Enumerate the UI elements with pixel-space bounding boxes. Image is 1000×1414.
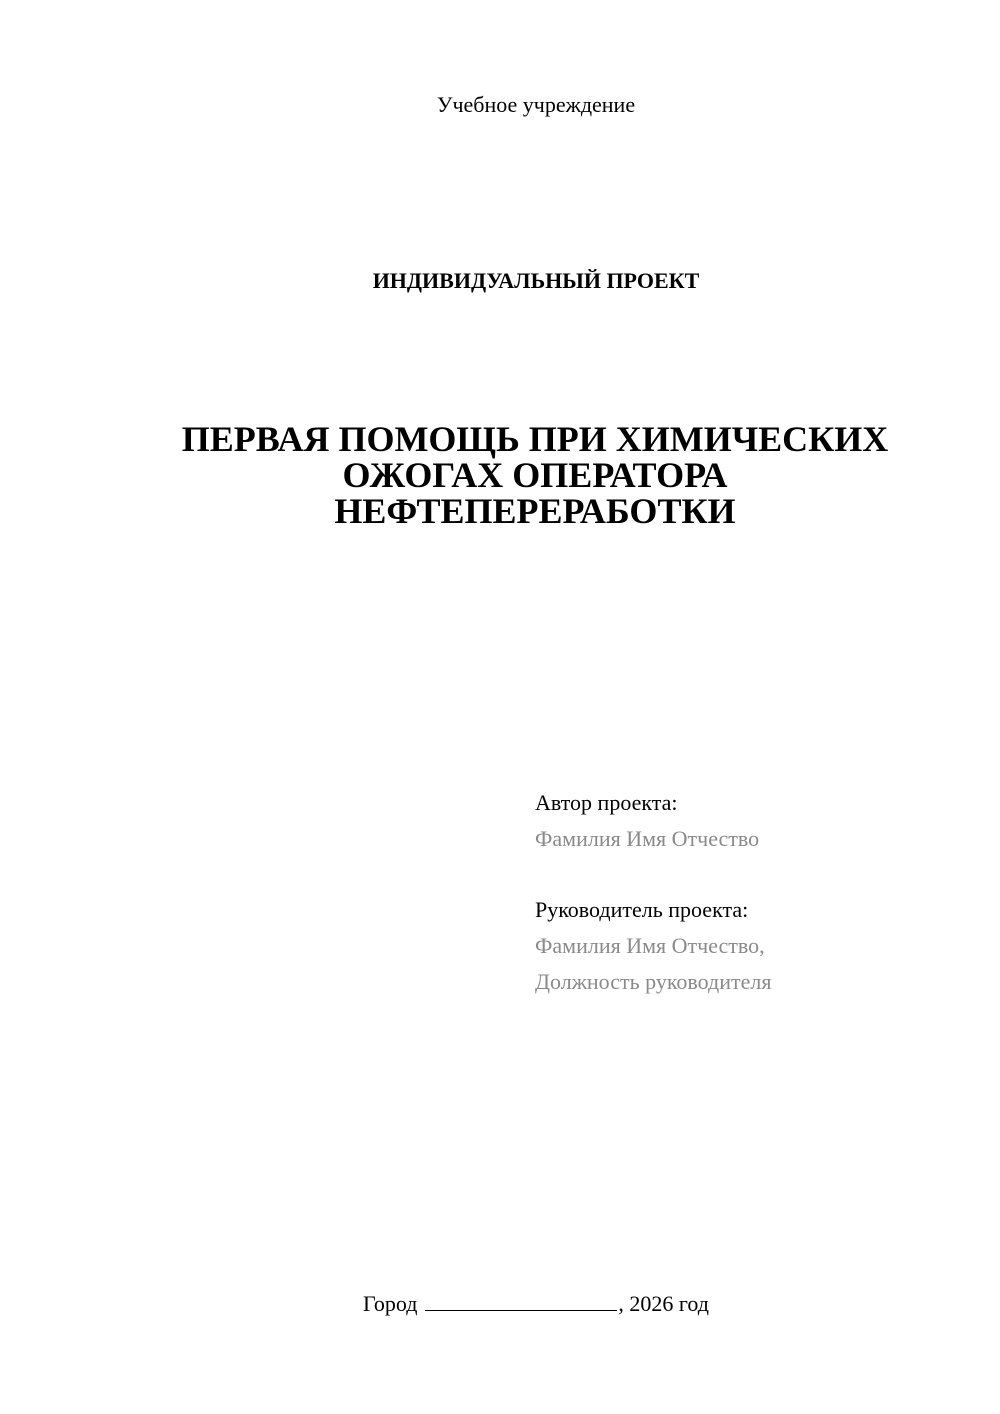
project-title-line-2: ОЖОГАХ ОПЕРАТОРА bbox=[342, 455, 728, 495]
project-type-heading: ИНДИВИДУАЛЬНЫЙ ПРОЕКТ bbox=[372, 268, 700, 293]
project-title-line-1: ПЕРВАЯ ПОМОЩЬ ПРИ ХИМИЧЕСКИХ bbox=[181, 419, 889, 459]
supervisor-name: Фамилия Имя Отчество, bbox=[535, 933, 765, 958]
city-year-line bbox=[0, 1291, 1000, 1317]
supervisor-label: Руководитель проекта: bbox=[535, 897, 749, 922]
author-name: Фамилия Имя Отчество bbox=[535, 826, 760, 851]
project-title bbox=[100, 421, 970, 529]
supervisor-position: Должность руководителя bbox=[535, 969, 772, 994]
city-blank-line bbox=[425, 1292, 617, 1311]
year-text: , 2026 год bbox=[618, 1291, 709, 1316]
supervisor-block bbox=[535, 892, 965, 1000]
city-label: Город bbox=[363, 1291, 418, 1316]
project-title-line-3: НЕФТЕПЕРЕРАБОТКИ bbox=[334, 491, 736, 531]
institution-name: Учебное учреждение bbox=[436, 92, 636, 117]
author-block bbox=[535, 785, 965, 857]
author-label: Автор проекта: bbox=[535, 790, 678, 815]
